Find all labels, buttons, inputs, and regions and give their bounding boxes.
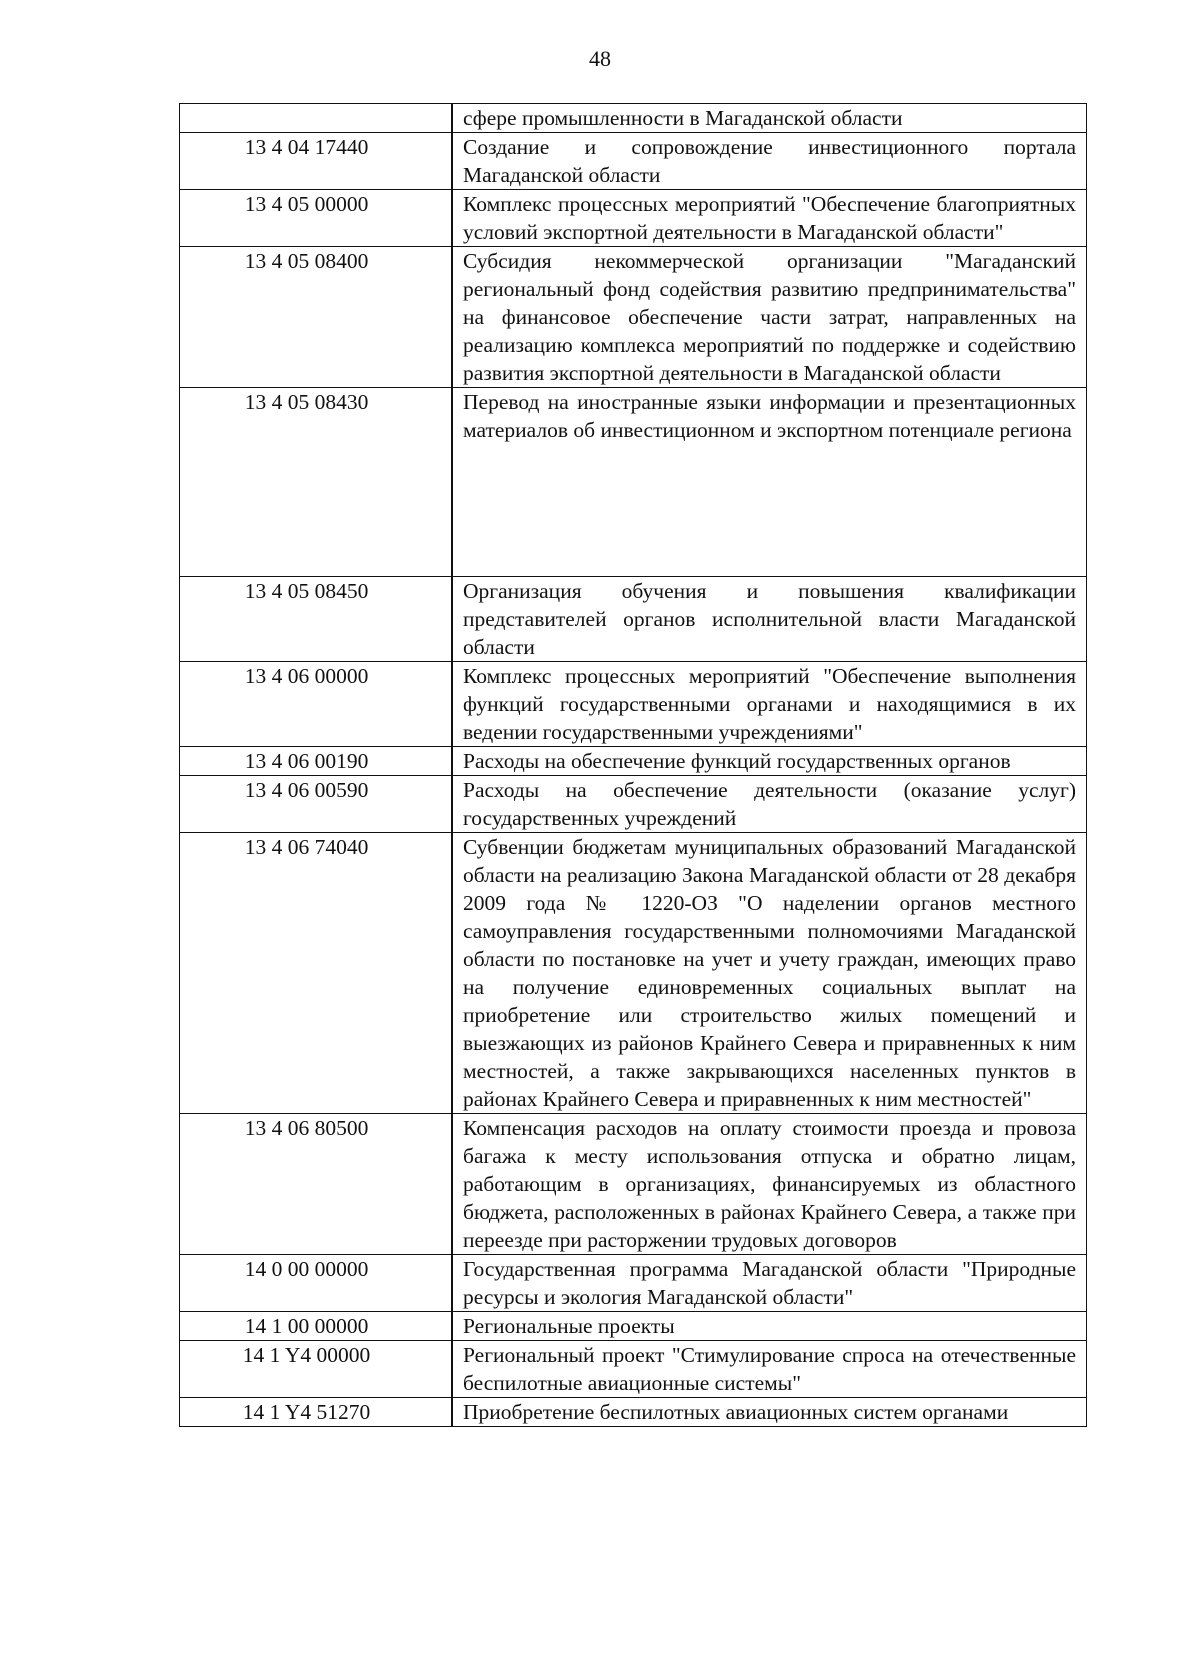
- row-description: Региональные проекты: [452, 1312, 1087, 1341]
- table-row: [180, 190, 1087, 247]
- row-code: 14 1 Y4 51270: [180, 1398, 453, 1427]
- row-description: Приобретение беспилотных авиационных систем органами: [452, 1398, 1087, 1427]
- row-code: 13 4 06 00000: [180, 662, 453, 747]
- row-code: [180, 104, 453, 133]
- row-code: 13 4 05 08430: [180, 388, 453, 577]
- row-code: 14 0 00 00000: [180, 1255, 453, 1312]
- row-code: 13 4 06 00590: [180, 776, 453, 833]
- table-row: [180, 104, 1087, 133]
- row-description: Комплекс процессных мероприятий "Обеспечение благоприятных условий экспортной деятельности в Магаданской области": [452, 190, 1087, 247]
- table-row: [180, 1312, 1087, 1341]
- table-row: [180, 133, 1087, 190]
- page-number: 48: [589, 46, 611, 71]
- row-code: 13 4 05 00000: [180, 190, 453, 247]
- row-description: Компенсация расходов на оплату стоимости проезда и провоза багажа к месту использования отпуска и обратно лицам, работающим в организациях, финансируемых из областного бюджета, расположенных в районах Крайнего Севера, а также при переезде при расторжении трудовых договоров: [452, 1114, 1087, 1255]
- row-description: Расходы на обеспечение функций государственных органов: [452, 747, 1087, 776]
- table-row: [180, 662, 1087, 747]
- row-description: Комплекс процессных мероприятий "Обеспечение выполнения функций государственными органами и находящимися в их ведении государственными учреждениями": [452, 662, 1087, 747]
- row-description: Субсидия некоммерческой организации "Магаданский региональный фонд содействия развитию предпринимательства" на финансовое обеспечение части затрат, направленных на реализацию комплекса мероприятий по поддержке и содействию развития экспортной деятельности в Магаданской области: [452, 247, 1087, 388]
- row-description: сфере промышленности в Магаданской области: [452, 104, 1087, 133]
- row-description: Региональный проект "Стимулирование спроса на отечественные беспилотные авиационные системы": [452, 1341, 1087, 1398]
- table-row: [180, 776, 1087, 833]
- row-code: 13 4 05 08450: [180, 577, 453, 662]
- table-row: [180, 833, 1087, 1114]
- budget-classification-table: [179, 103, 1087, 1427]
- table-row: [180, 577, 1087, 662]
- table-row: [180, 1398, 1087, 1427]
- row-description: Создание и сопровождение инвестиционного портала Магаданской области: [452, 133, 1087, 190]
- table-row: [180, 1255, 1087, 1312]
- row-description: Государственная программа Магаданской области "Природные ресурсы и экология Магаданской области": [452, 1255, 1087, 1312]
- row-code: 13 4 06 00190: [180, 747, 453, 776]
- table-row: [180, 1341, 1087, 1398]
- row-code: 14 1 Y4 00000: [180, 1341, 453, 1398]
- table-row: [180, 1114, 1087, 1255]
- row-description: Расходы на обеспечение деятельности (оказание услуг) государственных учреждений: [452, 776, 1087, 833]
- table-row: [180, 247, 1087, 388]
- table-row: [180, 388, 1087, 577]
- table-row: [180, 747, 1087, 776]
- row-code: 13 4 06 80500: [180, 1114, 453, 1255]
- row-code: 13 4 05 08400: [180, 247, 453, 388]
- row-code: 13 4 04 17440: [180, 133, 453, 190]
- row-description: Перевод на иностранные языки информации и презентационных материалов об инвестиционном и экспортном потенциале региона: [452, 388, 1087, 577]
- row-code: 13 4 06 74040: [180, 833, 453, 1114]
- row-description: Организация обучения и повышения квалификации представителей органов исполнительной власти Магаданской области: [452, 577, 1087, 662]
- row-code: 14 1 00 00000: [180, 1312, 453, 1341]
- row-description: Субвенции бюджетам муниципальных образований Магаданской области на реализацию Закона Магаданской области от 28 декабря 2009 года № 1220-ОЗ "О наделении органов местного самоуправления государственными полномочиями Магаданской области по постановке на учет и учету граждан, имеющих право на получение единовременных социальных выплат на приобретение или строительство жилых помещений и выезжающих из районов Крайнего Севера и приравненных к ним местностей, а также закрывающихся населенных пунктов в районах Крайнего Севера и приравненных к ним местностей": [452, 833, 1087, 1114]
